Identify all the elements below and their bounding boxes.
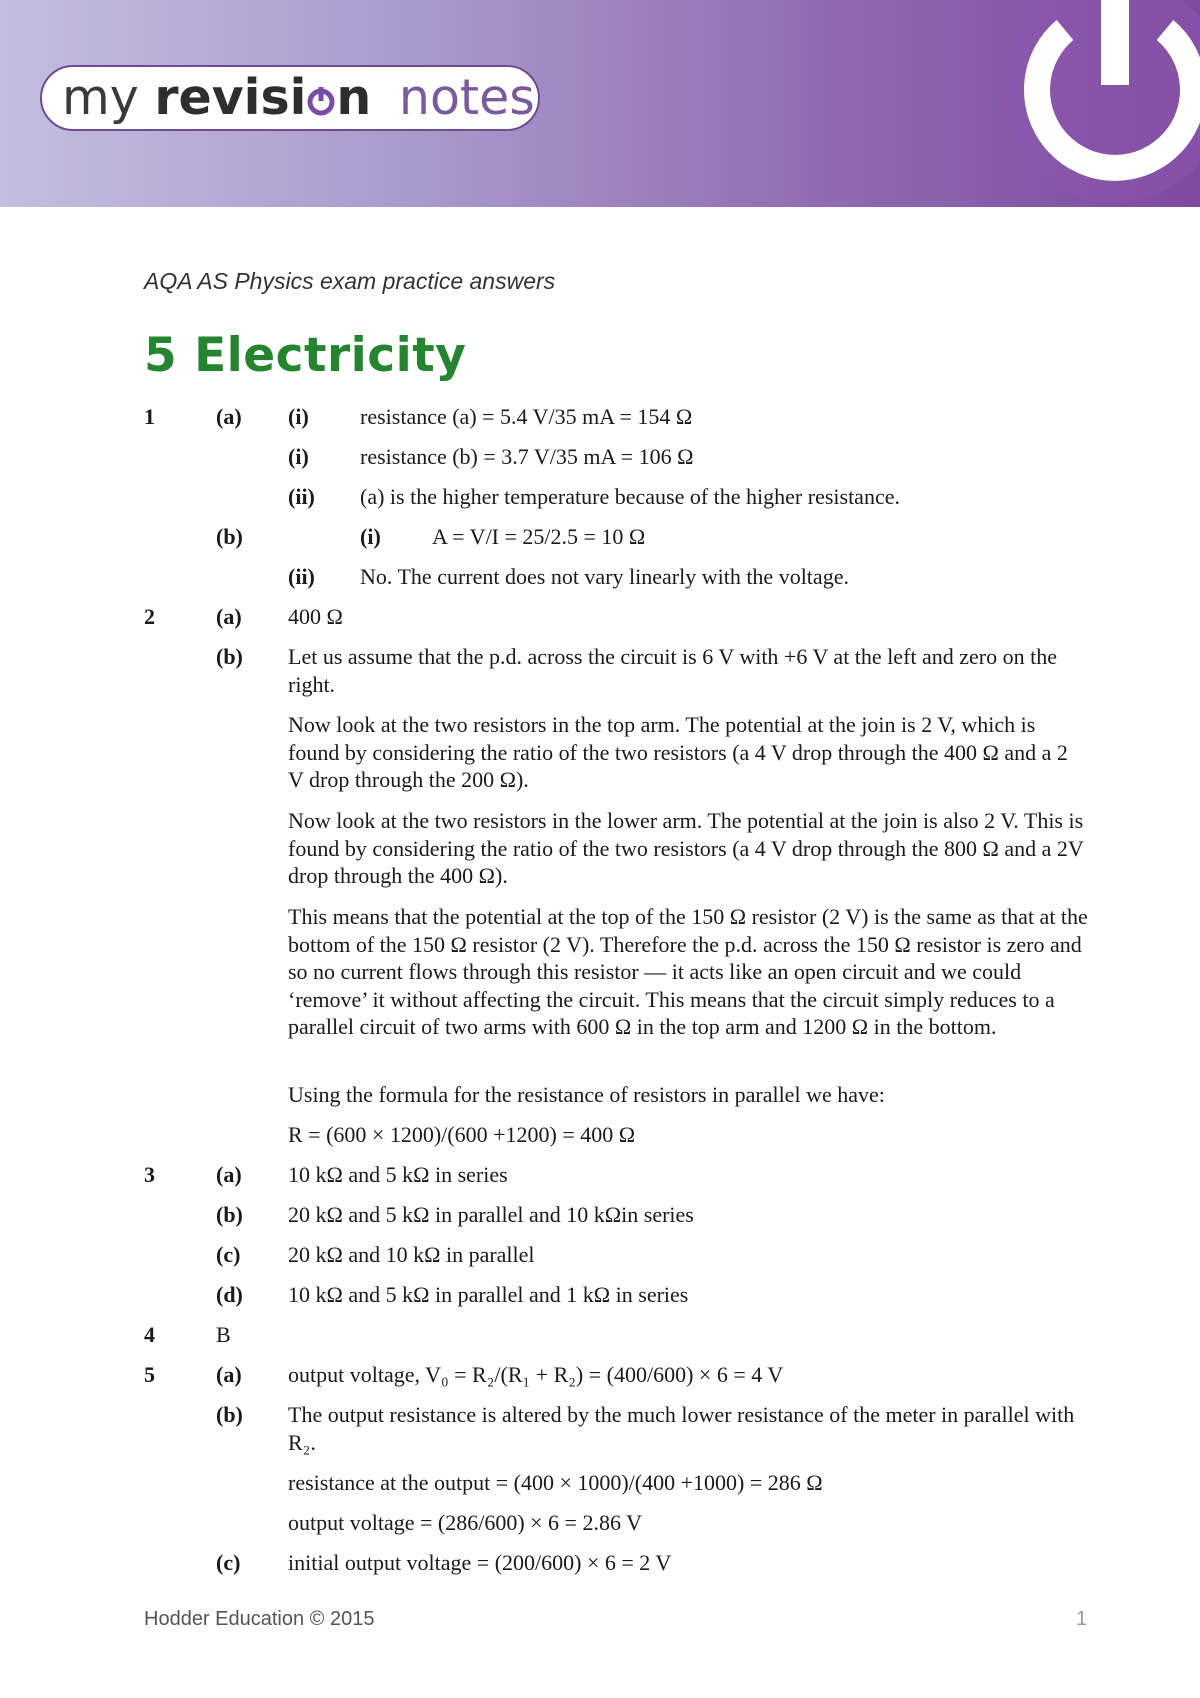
q3-part-a: (a) bbox=[216, 1162, 242, 1187]
question-1-number: 1 bbox=[144, 404, 155, 429]
q5-part-b: (b) bbox=[216, 1402, 243, 1427]
q5-c-answer: initial output voltage = (200/600) × 6 = 2 V bbox=[288, 1550, 672, 1575]
q3-d-answer: 10 kΩ and 5 kΩ in parallel and 1 kΩ in series bbox=[288, 1282, 689, 1307]
q2-b-paragraph-5: Using the formula for the resistance of resistors in parallel we have: bbox=[288, 1082, 885, 1107]
q5-part-c: (c) bbox=[216, 1550, 241, 1575]
logo-my: my bbox=[62, 69, 139, 126]
q3-c-answer: 20 kΩ and 10 kΩ in parallel bbox=[288, 1242, 535, 1267]
q3-a-answer: 10 kΩ and 5 kΩ in series bbox=[288, 1162, 508, 1187]
q2-b-formula: R = (600 × 1200)/(600 +1200) = 400 Ω bbox=[288, 1122, 636, 1147]
q2-a-answer: 400 Ω bbox=[288, 604, 343, 629]
logo-notes: notes bbox=[398, 69, 535, 126]
q4-answer: B bbox=[216, 1322, 231, 1347]
q2-b-paragraph-1: Let us assume that the p.d. across the circuit is 6 V with +6 V at the left and zero on the right. bbox=[288, 644, 1058, 697]
q3-part-b: (b) bbox=[216, 1202, 243, 1227]
q3-part-d: (d) bbox=[216, 1282, 243, 1307]
footer-publisher: Hodder Education © 2015 bbox=[144, 1608, 375, 1630]
q1-a-i-answer-b: resistance (b) = 3.7 V/35 mA = 106 Ω bbox=[360, 444, 694, 469]
logo-revisi: revisi bbox=[154, 69, 307, 126]
q5-a-answer: output voltage, V₀ = R₂/(R₁ + R₂) = (400/600) × 6 = 4 V bbox=[288, 1362, 784, 1387]
page-number: 1 bbox=[1076, 1608, 1088, 1630]
q2-b-paragraph-4: This means that the potential at the top of the 150 Ω resistor (2 V) is the same as that at the bottom of the 150 Ω resistor (2 V). Therefore the p.d. across the 150 Ω resistor is zero and so no current flows through this resistor — it acts like an open circuit and we could ‘remove’ it without affecting the circuit. This means that the circuit simply reduces to a parallel circuit of two arms with 600 Ω in the top arm and 1200 Ω in the bottom. bbox=[288, 904, 1088, 1039]
q5-part-a: (a) bbox=[216, 1362, 242, 1387]
q2-b-paragraph-2: Now look at the two resistors in the top arm. The potential at the join is 2 V, which is found by considering the ratio of the two resistors (a 4 V drop through the 400 Ω and a 2 V drop through the 200 Ω). bbox=[288, 712, 1068, 792]
q1-b-i-label: (i) bbox=[360, 524, 381, 549]
q1-a-ii-label: (ii) bbox=[288, 484, 315, 509]
q1-part-b: (b) bbox=[216, 524, 243, 549]
q1-b-ii-label: (ii) bbox=[288, 564, 315, 589]
question-2-number: 2 bbox=[144, 604, 155, 629]
q3-part-c: (c) bbox=[216, 1242, 241, 1267]
q1-a-ii-answer: (a) is the higher temperature because of the higher resistance. bbox=[360, 484, 900, 509]
q1-b-ii-answer: No. The current does not vary linearly with the voltage. bbox=[360, 564, 849, 589]
document-subtitle: AQA AS Physics exam practice answers bbox=[144, 268, 556, 294]
q5-b-paragraph-3: output voltage = (286/600) × 6 = 2.86 V bbox=[288, 1510, 642, 1535]
q5-b-paragraph-2: resistance at the output = (400 × 1000)/(400 +1000) = 286 Ω bbox=[288, 1470, 823, 1495]
question-5-number: 5 bbox=[144, 1362, 155, 1387]
q1-b-i-answer: A = V/I = 25/2.5 = 10 Ω bbox=[432, 524, 646, 549]
logo-n: n bbox=[336, 69, 372, 126]
q1-a-i-label: (i) bbox=[288, 404, 309, 429]
q2-b-paragraph-3: Now look at the two resistors in the lower arm. The potential at the join is also 2 V. This is found by considering the ratio of the two resistors (a 4 V drop through the 800 Ω and a 2V drop through the 400 Ω). bbox=[288, 808, 1084, 888]
question-4-number: 4 bbox=[144, 1322, 155, 1347]
q1-part-a: (a) bbox=[216, 404, 242, 429]
question-3-number: 3 bbox=[144, 1162, 155, 1187]
q2-part-a: (a) bbox=[216, 604, 242, 629]
q1-a-i-label-2: (i) bbox=[288, 444, 309, 469]
q5-b-paragraph-1: The output resistance is altered by the much lower resistance of the meter in parallel with R₂. bbox=[288, 1402, 1075, 1455]
chapter-title: 5 Electricity bbox=[144, 328, 467, 383]
q3-b-answer: 20 kΩ and 5 kΩ in parallel and 10 kΩin series bbox=[288, 1202, 694, 1227]
q2-part-b: (b) bbox=[216, 644, 243, 669]
q1-a-i-answer-a: resistance (a) = 5.4 V/35 mA = 154 Ω bbox=[360, 404, 693, 429]
